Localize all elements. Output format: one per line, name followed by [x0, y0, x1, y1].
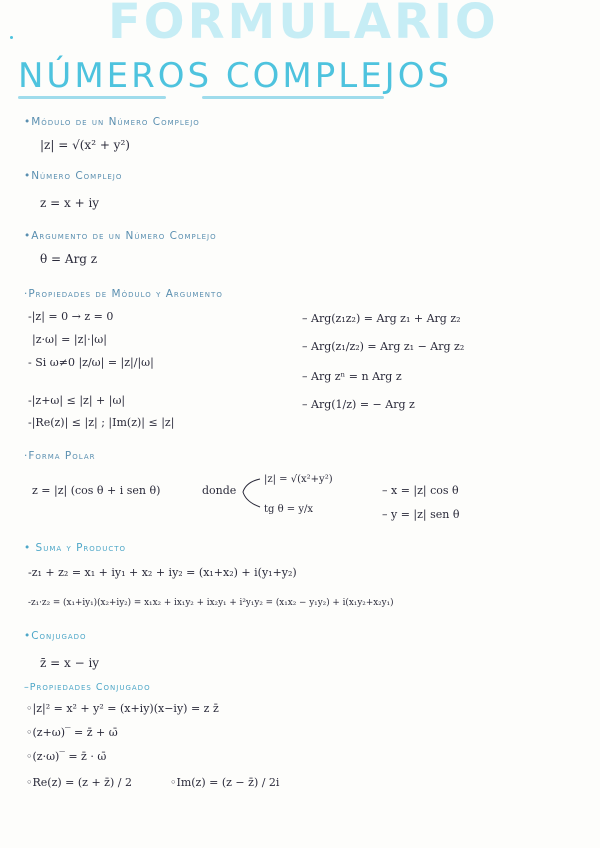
suma-formula: -z₁ + z₂ = x₁ + iy₁ + x₂ + iy₂ = (x₁+x₂) + i(y₁+y₂)	[28, 566, 297, 579]
section-propiedades-conjugado-title: –Propiedades Conjugado	[24, 682, 151, 693]
section-modulo-title: •Módulo de un Número Complejo	[24, 116, 200, 128]
section-numero-title: •Número Complejo	[24, 170, 123, 182]
corner-dot	[10, 36, 13, 39]
polar-donde: donde	[202, 484, 237, 497]
modulo-formula: |z| = √(x² + y²)	[40, 138, 130, 152]
numero-formula: z = x + iy	[40, 196, 100, 210]
subtitle-underline-1	[18, 96, 166, 99]
section-argumento-title: •Argumento de un Número Complejo	[24, 230, 217, 242]
propiedad-left-2: |z·ω| = |z|·|ω|	[32, 333, 107, 346]
polar-brace	[240, 476, 262, 510]
producto-formula: -z₁·z₂ = (x₁+iy₁)(x₂+iy₂) = x₁x₂ + ix₁y₂ + ix₂y₁ + i²y₁y₂ = (x₁x₂ − y₁y₂) + i(x₁y₂+x₂y₁)	[28, 598, 394, 608]
section-propiedades-title: ·Propiedades de Módulo y Argumento	[24, 288, 223, 300]
page-subtitle: NÚMEROS COMPLEJOS	[18, 56, 453, 96]
propiedad-left-5: -|Re(z)| ≤ |z| ; |Im(z)| ≤ |z|	[28, 416, 175, 429]
propiedad-right-1: – Arg(z₁z₂) = Arg z₁ + Arg z₂	[302, 312, 461, 325]
polar-cond-2: tg θ = y/x	[264, 504, 314, 515]
propiedad-left-1: -|z| = 0 → z = 0	[28, 310, 114, 323]
conjugado-prop-2: ◦(z+ω)‾ = z̄ + ω̄	[26, 726, 118, 739]
polar-result-2: – y = |z| sen θ	[382, 508, 460, 521]
polar-formula: z = |z| (cos θ + i sen θ)	[32, 484, 161, 497]
subtitle-underline-2	[202, 96, 384, 99]
section-suma-title: • Suma y Producto	[24, 542, 126, 554]
conjugado-prop-4: ◦Re(z) = (z + z̄) / 2	[26, 776, 132, 789]
conjugado-prop-3: ◦(z·ω)‾ = z̄ · ω̄	[26, 750, 107, 763]
conjugado-prop-1: ◦|z|² = x² + y² = (x+iy)(x−iy) = z z̄	[26, 702, 219, 715]
conjugado-prop-5: ◦Im(z) = (z − z̄) / 2i	[170, 776, 280, 789]
propiedad-left-4: -|z+ω| ≤ |z| + |ω|	[28, 394, 126, 407]
polar-cond-1: |z| = √(x²+y²)	[264, 474, 333, 485]
section-conjugado-title: •Conjugado	[24, 630, 87, 642]
polar-result-1: – x = |z| cos θ	[382, 484, 459, 497]
argumento-formula: θ = Arg z	[40, 252, 98, 266]
propiedad-right-2: – Arg(z₁/z₂) = Arg z₁ − Arg z₂	[302, 340, 465, 353]
propiedad-right-3: – Arg zⁿ = n Arg z	[302, 370, 402, 383]
page-title: FORMULARIO	[108, 0, 499, 50]
section-polar-title: ·Forma Polar	[24, 450, 96, 462]
propiedad-left-3: - Si ω≠0 |z/ω| = |z|/|ω|	[28, 356, 154, 369]
conjugado-formula: z̄ = x − iy	[40, 656, 100, 670]
propiedad-right-4: – Arg(1/z) = − Arg z	[302, 398, 415, 411]
